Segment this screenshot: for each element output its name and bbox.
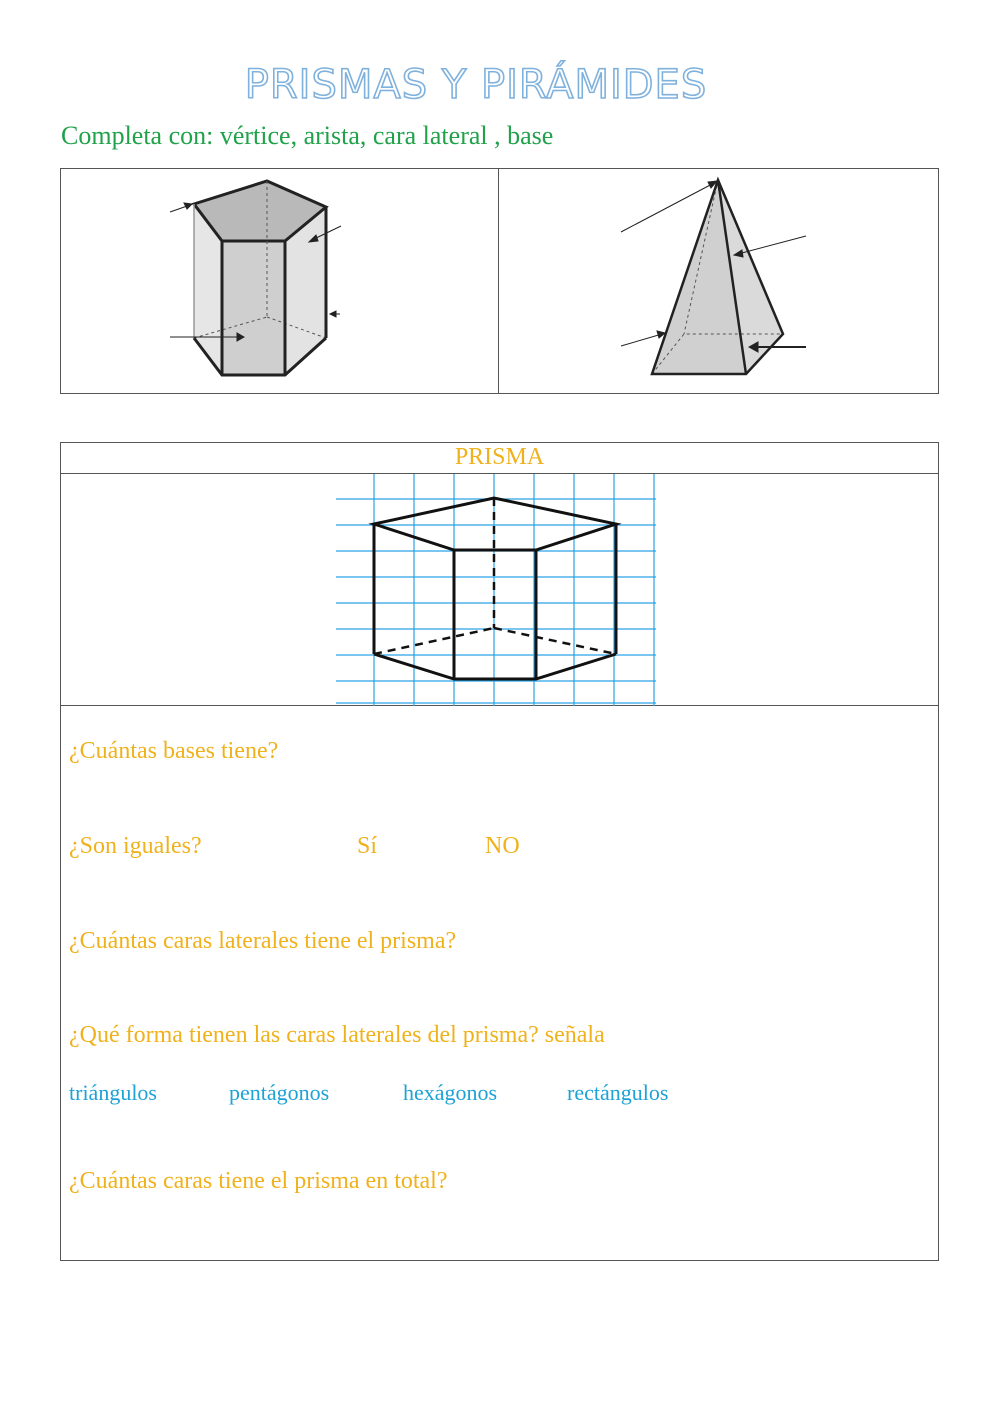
option-hexagons[interactable]: hexágonos <box>403 1080 498 1105</box>
pyramid-figure <box>612 172 822 382</box>
table-title: PRISMA <box>454 444 545 470</box>
question-equal: ¿Son iguales? <box>69 833 202 859</box>
question-bases: ¿Cuántas bases tiene? <box>69 738 279 764</box>
option-triangles[interactable]: triángulos <box>69 1080 157 1105</box>
instruction-text: Completa con: vértice, arista, cara lateral , base <box>61 121 554 150</box>
option-rectangles[interactable]: rectángulos <box>567 1080 669 1105</box>
figures-divider <box>498 168 499 394</box>
page-title: PRISMAS Y PIRÁMIDES <box>244 62 708 108</box>
hexagonal-prism-figure <box>160 172 360 382</box>
answer-no-option[interactable]: NO <box>485 833 520 859</box>
pentagonal-prism-grid-figure <box>336 474 661 706</box>
question-total-faces: ¿Cuántas caras tiene el prisma en total? <box>69 1168 448 1194</box>
answer-yes-option[interactable]: Sí <box>357 833 378 859</box>
question-lateral-faces: ¿Cuántas caras laterales tiene el prisma? <box>69 928 457 954</box>
question-face-shape: ¿Qué forma tienen las caras laterales del prisma? señala <box>69 1022 605 1048</box>
option-pentagons[interactable]: pentágonos <box>229 1080 330 1105</box>
